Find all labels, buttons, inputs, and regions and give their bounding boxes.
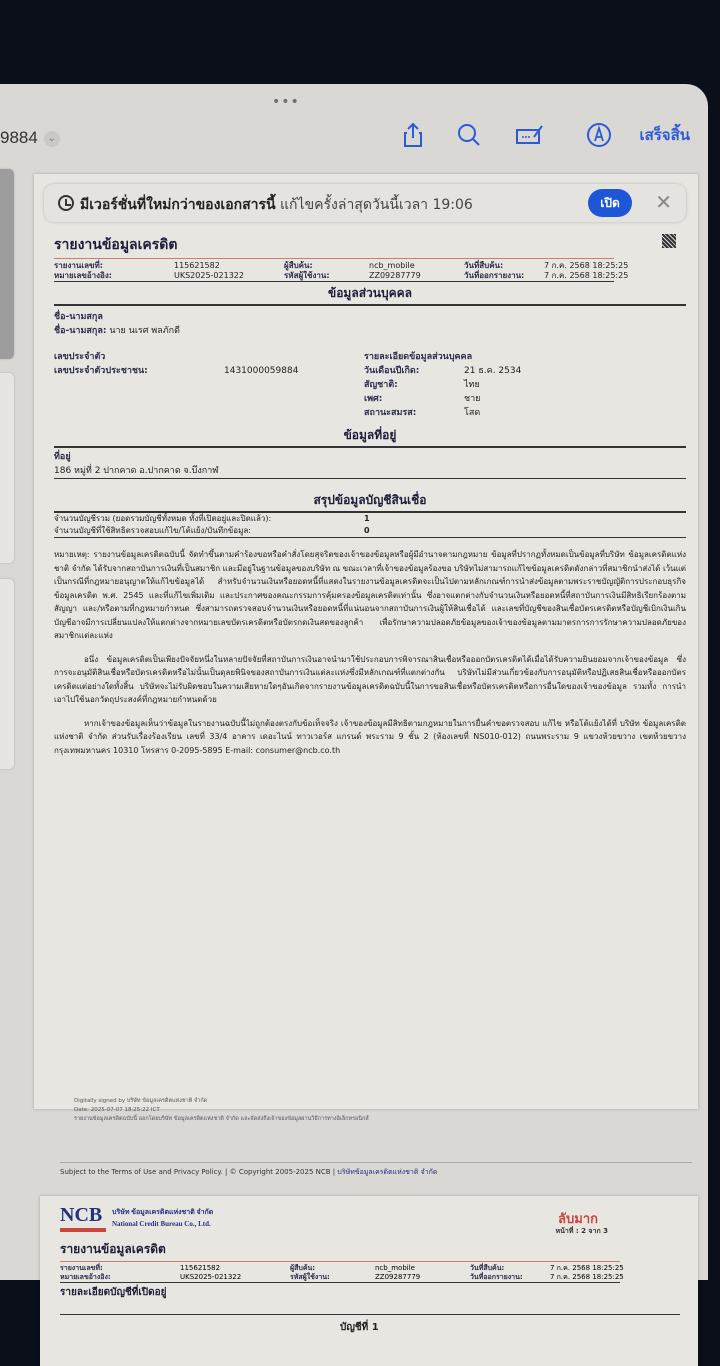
signature-line-3: รายงานข้อมูลเครดิตฉบับนี้ ออกโดยบริษัท ข้อมูลเครดิตแห่งชาติ จำกัด และจัดส่งถึงเจ้าของข้อมูลผ่านวิธีการทางอิเล็กทรอนิกส์ bbox=[74, 1116, 369, 1122]
page-thumbnails bbox=[0, 169, 20, 1169]
nationality-value: ไทย bbox=[464, 380, 480, 390]
divider bbox=[60, 1282, 620, 1283]
footer-text: Subject to the Terms of Use and Privacy Policy. | © Copyright 2005-2025 NCB | bbox=[60, 1168, 336, 1176]
done-button[interactable]: เสร็จสิ้น bbox=[639, 126, 690, 144]
credit-report bbox=[54, 234, 686, 757]
user-code: ZZ09287779 bbox=[375, 1273, 421, 1281]
note-paragraph-1: หมายเหตุ: รายงานข้อมูลเครดิตฉบับนี้ จัดทำขึ้นตามคำร้องขอหรือคำสั่งโดยสุจริตของเจ้าของข้อมูลหรือผู้มีอำนาจตามกฎหมาย ข้อมูลที่ปรากฏทั้งหมดเป็นข้อมูลที่บริษัท ข้อมูลเครดิตแห่งชาติ จำกัด ได้รับจากสถาบันการเงินที่เป็นสมาชิก และมีอยู่ในฐานข้อมูลของบริษัท ณ ขณะเวลาที่เจ้าของข้อมูลร้องขอ บริษัทไม่สามารถแก้ไขข้อมูลเครดิตดังกล่าวที่สมาชิกนำส่งได้ เว้นแต่เป็นกรณีที่กฎหมายอนุญาตให้แก้ไขข้อมูลได้ สำหรับจำนวนเงินหรือยอดหนี้ที่แสดงในรายงานข้อมูลเครดิตจะเป็นไปตามหลักเกณฑ์การนำส่งข้อมูลตามพระราชบัญญัติการประกอบธุรกิจข้อมูลเครดิต พ.ศ. 2545 และที่แก้ไขเพิ่มเติม และประกาศของคณะกรรมการคุ้มครองข้อมูลเครดิตเท่านั้น ซึ่งอาจแตกต่างกับจำนวนเงินหรือยอดหนี้ที่สถาบันการเงินมีสิทธิเรียกร้องตามสัญญา และ/หรือตามที่กฎหมายกำหนด ซึ่งสามารถตรวจสอบจำนวนเงินหรือยอดหนี้ที่แน่นอนจากสถาบันการเงินผู้ให้สินเชื่อได้ และเลขที่บัญชีของสินเชื่อบัตรเครดิตหรือบัญชีเบิกเงินเกินบัญชีอาจมีการเปลี่ยนแปลงให้แตกต่างจากหมายเลขบัตรเครดิตหรือบัตรกดเงินสดของลูกค้า เพื่อรักษาความปลอดภัยข้อมูลของเจ้าของข้อมูลตามมาตรการการรักษาความปลอดภัยของสมาชิกแต่ละแห่ง bbox=[54, 550, 686, 640]
report-no-label: รายงานเลขที่: bbox=[54, 261, 103, 270]
name-value: นาย นเรศ พลภักดี bbox=[109, 326, 180, 336]
newer-version-banner bbox=[44, 184, 686, 222]
total-accounts-label: จำนวนบัญชีรวม (ยอดรวมบัญชีทั้งหมด ทั้งที่เปิดอยู่และปิดแล้ว): bbox=[54, 514, 272, 523]
inquiry-date-label: วันที่สืบค้น: bbox=[470, 1264, 505, 1272]
toolbar bbox=[0, 114, 708, 162]
divider bbox=[54, 281, 614, 282]
banner-bold-text: มีเวอร์ชั่นที่ใหม่กว่าของเอกสารนี้ bbox=[80, 197, 276, 213]
id-heading: เลขประจำตัว bbox=[54, 352, 106, 362]
total-accounts: 1 bbox=[364, 514, 370, 523]
user-code-label: รหัสผู้ใช้งาน: bbox=[284, 271, 330, 280]
ref-label: หมายเลขอ้างอิง: bbox=[60, 1273, 111, 1281]
report-title: รายงานข้อมูลเครดิต bbox=[54, 237, 178, 253]
report-meta bbox=[54, 261, 629, 281]
signature-line-2: Date: 2025-07-07 18:25:22 ICT bbox=[74, 1107, 160, 1113]
inquirer-label: ผู้สืบค้น: bbox=[284, 261, 313, 270]
company-name-th: บริษัท ข้อมูลเครดิตแห่งชาติ จำกัด bbox=[112, 1208, 214, 1216]
issue-date: 7 ก.ค. 2568 18:25:25 bbox=[550, 1273, 624, 1281]
divider bbox=[54, 258, 614, 259]
inquirer: ncb_mobile bbox=[369, 261, 415, 270]
section-personal-title: ข้อมูลส่วนบุคคล bbox=[328, 286, 412, 300]
note-paragraph-3: หากเจ้าของข้อมูลเห็นว่าข้อมูลในรายงานฉบับนี้ไม่ถูกต้องตรงกับข้อเท็จจริง เจ้าของข้อมูลมีสิทธิตามกฎหมายในการยื่นคำขอตรวจสอบ แก้ไข หรือโต้แย้งได้ที่ บริษัท ข้อมูลเครดิตแห่งชาติ จำกัด ส่วนรับเรื่องร้องเรียน เลขที่ 33/4 อาคาร เดอะไนน์ ทาวเวอร์ส แกรนด์ พระราม 9 ชั้น 2 (ห้องเลขที่ NS010-012) ถนนพระราม 9 แขวงห้วยขวาง เขตห้วยขวาง กรุงเทพมหานคร 10310 โทรสาร 0-2095-5895 E-mail: consumer@ncb.co.th bbox=[54, 718, 686, 755]
name-label: ชื่อ-นามสกุล: bbox=[54, 326, 107, 336]
markup-icon[interactable] bbox=[584, 120, 614, 150]
divider bbox=[60, 1314, 680, 1315]
page2-report-title: รายงานข้อมูลเครดิต bbox=[60, 1242, 166, 1256]
divider bbox=[54, 478, 686, 479]
ref: UKS2025-021322 bbox=[180, 1273, 242, 1281]
issue-date: 7 ก.ค. 2568 18:25:25 bbox=[544, 271, 629, 280]
company-name-en: National Credit Bureau Co., Ltd. bbox=[112, 1220, 211, 1228]
page-footer bbox=[60, 1167, 437, 1178]
id-value: 1431000059884 bbox=[224, 366, 299, 376]
inquirer-label: ผู้สืบค้น: bbox=[290, 1264, 316, 1272]
inquiry-date: 7 ก.ค. 2568 18:25:25 bbox=[544, 261, 629, 270]
gender-value: ชาย bbox=[464, 394, 481, 404]
thumbnail-page-1[interactable] bbox=[0, 169, 14, 359]
signature-line-1: Digitally signed by บริษัท ข้อมูลเครดิตแห่งชาติ จำกัด bbox=[74, 1098, 208, 1104]
issue-date-label: วันที่ออกรายงาน: bbox=[470, 1273, 523, 1281]
divider bbox=[54, 446, 686, 448]
divider bbox=[60, 1261, 620, 1262]
pdf-page-2 bbox=[40, 1196, 698, 1366]
report-no-label: รายงานเลขที่: bbox=[60, 1264, 103, 1272]
dob-label: วันเดือนปีเกิด: bbox=[364, 366, 420, 376]
divider bbox=[60, 1162, 692, 1163]
search-icon[interactable] bbox=[454, 120, 484, 150]
report-no: 115621582 bbox=[180, 1264, 221, 1272]
company-name bbox=[112, 1206, 213, 1230]
inquirer: ncb_mobile bbox=[375, 1264, 415, 1272]
barcode-icon bbox=[662, 234, 676, 248]
inquiry-date-label: วันที่สืบค้น: bbox=[464, 261, 504, 270]
ref: UKS2025-021322 bbox=[174, 271, 244, 280]
thumbnail-page-2[interactable] bbox=[0, 373, 14, 563]
section-summary-title: สรุปข้อมูลบัญชีสินเชื่อ bbox=[313, 493, 427, 507]
gender-label: เพศ: bbox=[364, 394, 383, 404]
document-title-text: 9884 bbox=[0, 128, 38, 147]
pdf-viewer bbox=[0, 84, 708, 1333]
report-no: 115621582 bbox=[174, 261, 220, 270]
banner-light-text: แก้ไขครั้งล่าสุดวันนี้เวลา 19:06 bbox=[280, 197, 473, 213]
note-paragraph-2: อนึ่ง ข้อมูลเครดิตเป็นเพียงปัจจัยหนึ่งในหลายปัจจัยที่สถาบันการเงินอาจนำมาใช้ประกอบการพิจารณาสินเชื่อหรือออกบัตรเครดิตได้เมื่อได้รับความยินยอมจากเจ้าของข้อมูล ซึ่งการจะอนุมัติสินเชื่อหรือบัตรเครดิตหรือไม่นั้นเป็นดุลยพินิจของสถาบันการเงินแต่ละแห่งซึ่งมีหลักเกณฑ์ที่แตกต่างกัน บริษัทไม่มีส่วนเกี่ยวข้องกับการอนุมัติหรือปฏิเสธสินเชื่อหรือออกบัตรเครดิตแต่อย่างใดทั้งสิ้น บริษัทจะไม่รับผิดชอบในความเสียหายใดๆอันเกิดจากรายงานข้อมูลเครดิตฉบับนี้ในการขอสินเชื่อหรือบัตรเครดิตหรือการอื่นใดของเจ้าของข้อมูล รวมทั้ง การนำเอาไปใช้นอกวัตถุประสงค์ที่กฎหมายกำหนดด้วย bbox=[54, 654, 686, 704]
section-address-title: ข้อมูลที่อยู่ bbox=[343, 428, 397, 442]
marital-value: โสด bbox=[464, 408, 481, 418]
marital-label: สถานะสมรส: bbox=[364, 408, 417, 418]
name-heading: ชื่อ-นามสกุล bbox=[54, 312, 103, 322]
disputed-accounts: 0 bbox=[364, 526, 370, 535]
ncb-logo: NCB bbox=[60, 1204, 103, 1226]
divider bbox=[54, 304, 686, 306]
disputed-accounts-label: จำนวนบัญชีที่ใช้สิทธิตรวจสอบแก้ไข/โต้แย้ง/บันทึกข้อมูล: bbox=[54, 526, 251, 535]
user-code-label: รหัสผู้ใช้งาน: bbox=[290, 1273, 330, 1281]
open-button[interactable]: เปิด bbox=[588, 189, 632, 217]
issue-date-label: วันที่ออกรายงาน: bbox=[464, 271, 525, 280]
divider bbox=[54, 537, 686, 538]
document-title[interactable] bbox=[0, 128, 60, 148]
inquiry-date: 7 ก.ค. 2568 18:25:25 bbox=[550, 1264, 624, 1272]
ref-label: หมายเลขอ้างอิง: bbox=[54, 271, 112, 280]
detail-heading: รายละเอียดข้อมูลส่วนบุคคล bbox=[364, 352, 473, 362]
account-heading: บัญชีที่ 1 bbox=[340, 1322, 379, 1333]
address-value: 186 หมู่ที่ 2 ปากคาด อ.ปากคาด จ.บึงกาฬ bbox=[54, 466, 219, 476]
footer-link[interactable]: บริษัทข้อมูลเครดิตแห่งชาติ จำกัด bbox=[337, 1168, 438, 1176]
id-label: เลขประจำตัวประชาชน: bbox=[54, 366, 148, 376]
multitask-handle[interactable]: ••• bbox=[272, 94, 300, 110]
digital-signature bbox=[74, 1097, 369, 1124]
page2-meta bbox=[60, 1264, 624, 1282]
logo-bar bbox=[60, 1228, 106, 1232]
clock-icon bbox=[58, 195, 74, 211]
dob-value: 21 ธ.ค. 2534 bbox=[464, 366, 522, 376]
share-icon[interactable] bbox=[398, 120, 428, 150]
confidential-label: ลับมาก bbox=[558, 1212, 598, 1227]
address-heading: ที่อยู่ bbox=[54, 452, 71, 462]
thumbnail-page-3[interactable] bbox=[0, 579, 14, 769]
nationality-label: สัญชาติ: bbox=[364, 380, 398, 390]
user-code: ZZ09287779 bbox=[369, 271, 421, 280]
close-icon[interactable]: ✕ bbox=[655, 190, 672, 214]
open-accounts-title: รายละเอียดบัญชีที่เปิดอยู่ bbox=[60, 1287, 167, 1298]
chevron-down-icon[interactable]: ⌄ bbox=[44, 131, 60, 147]
page-number: หน้าที่ : 2 จาก 3 bbox=[555, 1227, 608, 1235]
keyboard-icon[interactable] bbox=[514, 120, 544, 150]
banner-message bbox=[80, 194, 473, 216]
